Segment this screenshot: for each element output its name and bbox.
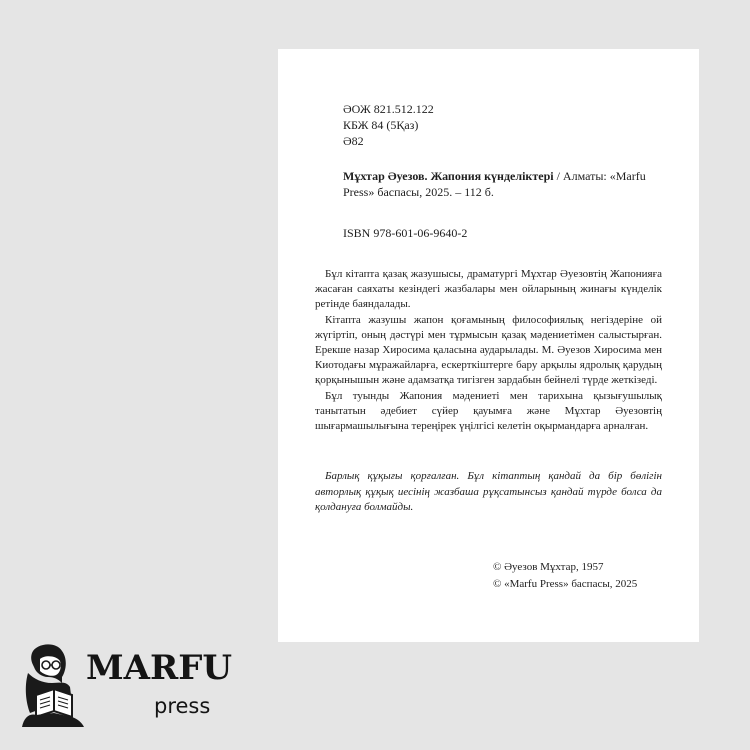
bbk-code: КБЖ 84 (5Қаз) — [343, 118, 419, 132]
publisher-logo — [18, 643, 233, 728]
logo-name: MARFU — [86, 648, 233, 688]
citation-publication: / Алматы: «Marfu Press» баспасы, 2025. – 112 б. — [343, 169, 646, 199]
classification-codes — [343, 101, 434, 149]
annotation-paragraph: Кітапта жазушы жапон қоғамының философиялық негіздеріне ой жүгіртіп, оның дәстүрі мен тұрмысын қазақ мәдениетімен салыстырған. Ерекше назар Хиросима қаласына аударылады. М. Әуезов Хиросима мен Киотодағы мұражайларға, ескерткіштерге бару арқылы ядролық қарудың қорқынышын және адамзатқа тигізген зардабын бейнелі түрде жеткізеді. — [315, 313, 662, 387]
udc-code: ӘОЖ 821.512.122 — [343, 102, 434, 116]
isbn: ISBN 978-601-06-9640-2 — [343, 226, 468, 240]
book-page — [278, 49, 699, 642]
annotation-paragraph: Бұл кітапта қазақ жазушысы, драматургі Мұхтар Әуезовтің Жапонияға жасаған саяхаты кезіндегі жазбалары мен ойларының жинағы күнделік ретінде баяндалады. — [315, 268, 662, 311]
logo-subtitle: press — [154, 694, 211, 718]
annotation — [315, 267, 662, 434]
reader-figure-icon — [18, 643, 86, 728]
citation-author-title: Мұхтар Әуезов. Жапония күнделіктері — [343, 169, 554, 183]
copyright-author: © Әуезов Мұхтар, 1957 — [493, 561, 604, 573]
rights-notice: Барлық құқығы қорғалған. Бұл кітаптың қандай да бір бөлігін авторлық құқық иесінің жазбаша рұқсатынсыз қандай түрде болса да қолдануға болмайды. — [315, 470, 662, 513]
copyright-publisher: © «Marfu Press» баспасы, 2025 — [493, 578, 638, 590]
bibliographic-citation — [343, 168, 665, 200]
copyright-lines — [493, 559, 637, 593]
annotation-paragraph: Бұл туынды Жапония мәдениеті мен тарихына қызығушылық танытатын әдебиет сүйер қауымға және Мұхтар Әуезовтің шығармашылығына тереңірек үңілгісі келетін оқырмандарға арналған. — [315, 389, 662, 433]
author-mark: Ә82 — [343, 134, 364, 148]
